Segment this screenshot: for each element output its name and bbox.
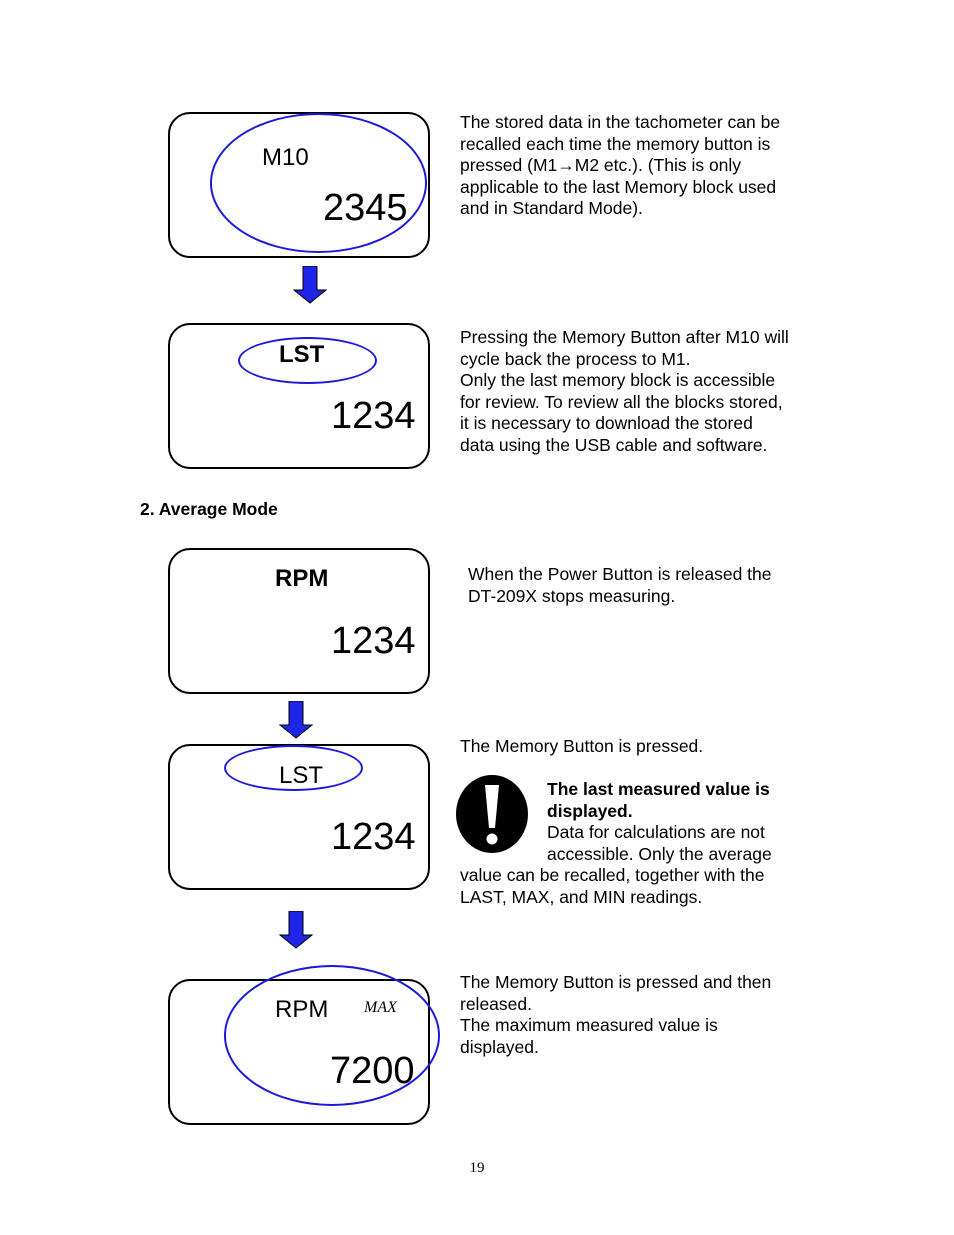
- display-label: RPM: [275, 996, 329, 1023]
- down-arrow-icon: [279, 911, 313, 949]
- description-text: The Memory Button is pressed and then released. The maximum measured value is displayed.: [460, 972, 772, 1057]
- lcd-display-lst: [168, 323, 430, 469]
- display-value: 1234: [331, 620, 416, 662]
- description-text: The stored data in the tachometer can be recalled each time the memory button is pressed (M1→M2 etc.). (This is only applicable to the last Memory block used and in Standard Mode).: [460, 112, 781, 219]
- down-arrow-icon: [279, 701, 313, 739]
- description-text: When the Power Button is released the DT-209X stops measuring.: [468, 564, 772, 606]
- display-label: LST: [279, 762, 324, 789]
- display-label: LST: [279, 341, 325, 368]
- display-value: 2345: [323, 187, 408, 229]
- lcd-display-rpm-max: [168, 979, 430, 1125]
- exclamation-warning-icon: [456, 775, 528, 853]
- section-heading: 2. Average Mode: [140, 499, 278, 519]
- display-sub-label: MAX: [364, 999, 397, 1016]
- display-label: RPM: [275, 565, 329, 592]
- display-value: 1234: [331, 816, 416, 858]
- page-number: 19: [469, 1160, 485, 1176]
- description-text: Pressing the Memory Button after M10 will cycle back the process to M1. Only the last memory block is accessible for review. To review all the blocks stored, it is necessary to download the stored data using the USB cable and software.: [460, 327, 789, 455]
- lcd-display-lst: [168, 744, 430, 890]
- description-text: The Memory Button is pressed.: [460, 736, 704, 756]
- warning-text: Data for calculations are not accessible. Only the average: [547, 822, 772, 864]
- lcd-display-m10: [168, 112, 430, 258]
- display-value: 7200: [330, 1050, 415, 1092]
- lcd-display-rpm: [168, 548, 430, 694]
- warning-text-continued: value can be recalled, together with the LAST, MAX, and MIN readings.: [460, 865, 765, 907]
- down-arrow-icon: [293, 266, 327, 304]
- warning-title: The last measured value is displayed.: [547, 779, 770, 821]
- display-label: M10: [262, 144, 309, 171]
- display-value: 1234: [331, 395, 416, 437]
